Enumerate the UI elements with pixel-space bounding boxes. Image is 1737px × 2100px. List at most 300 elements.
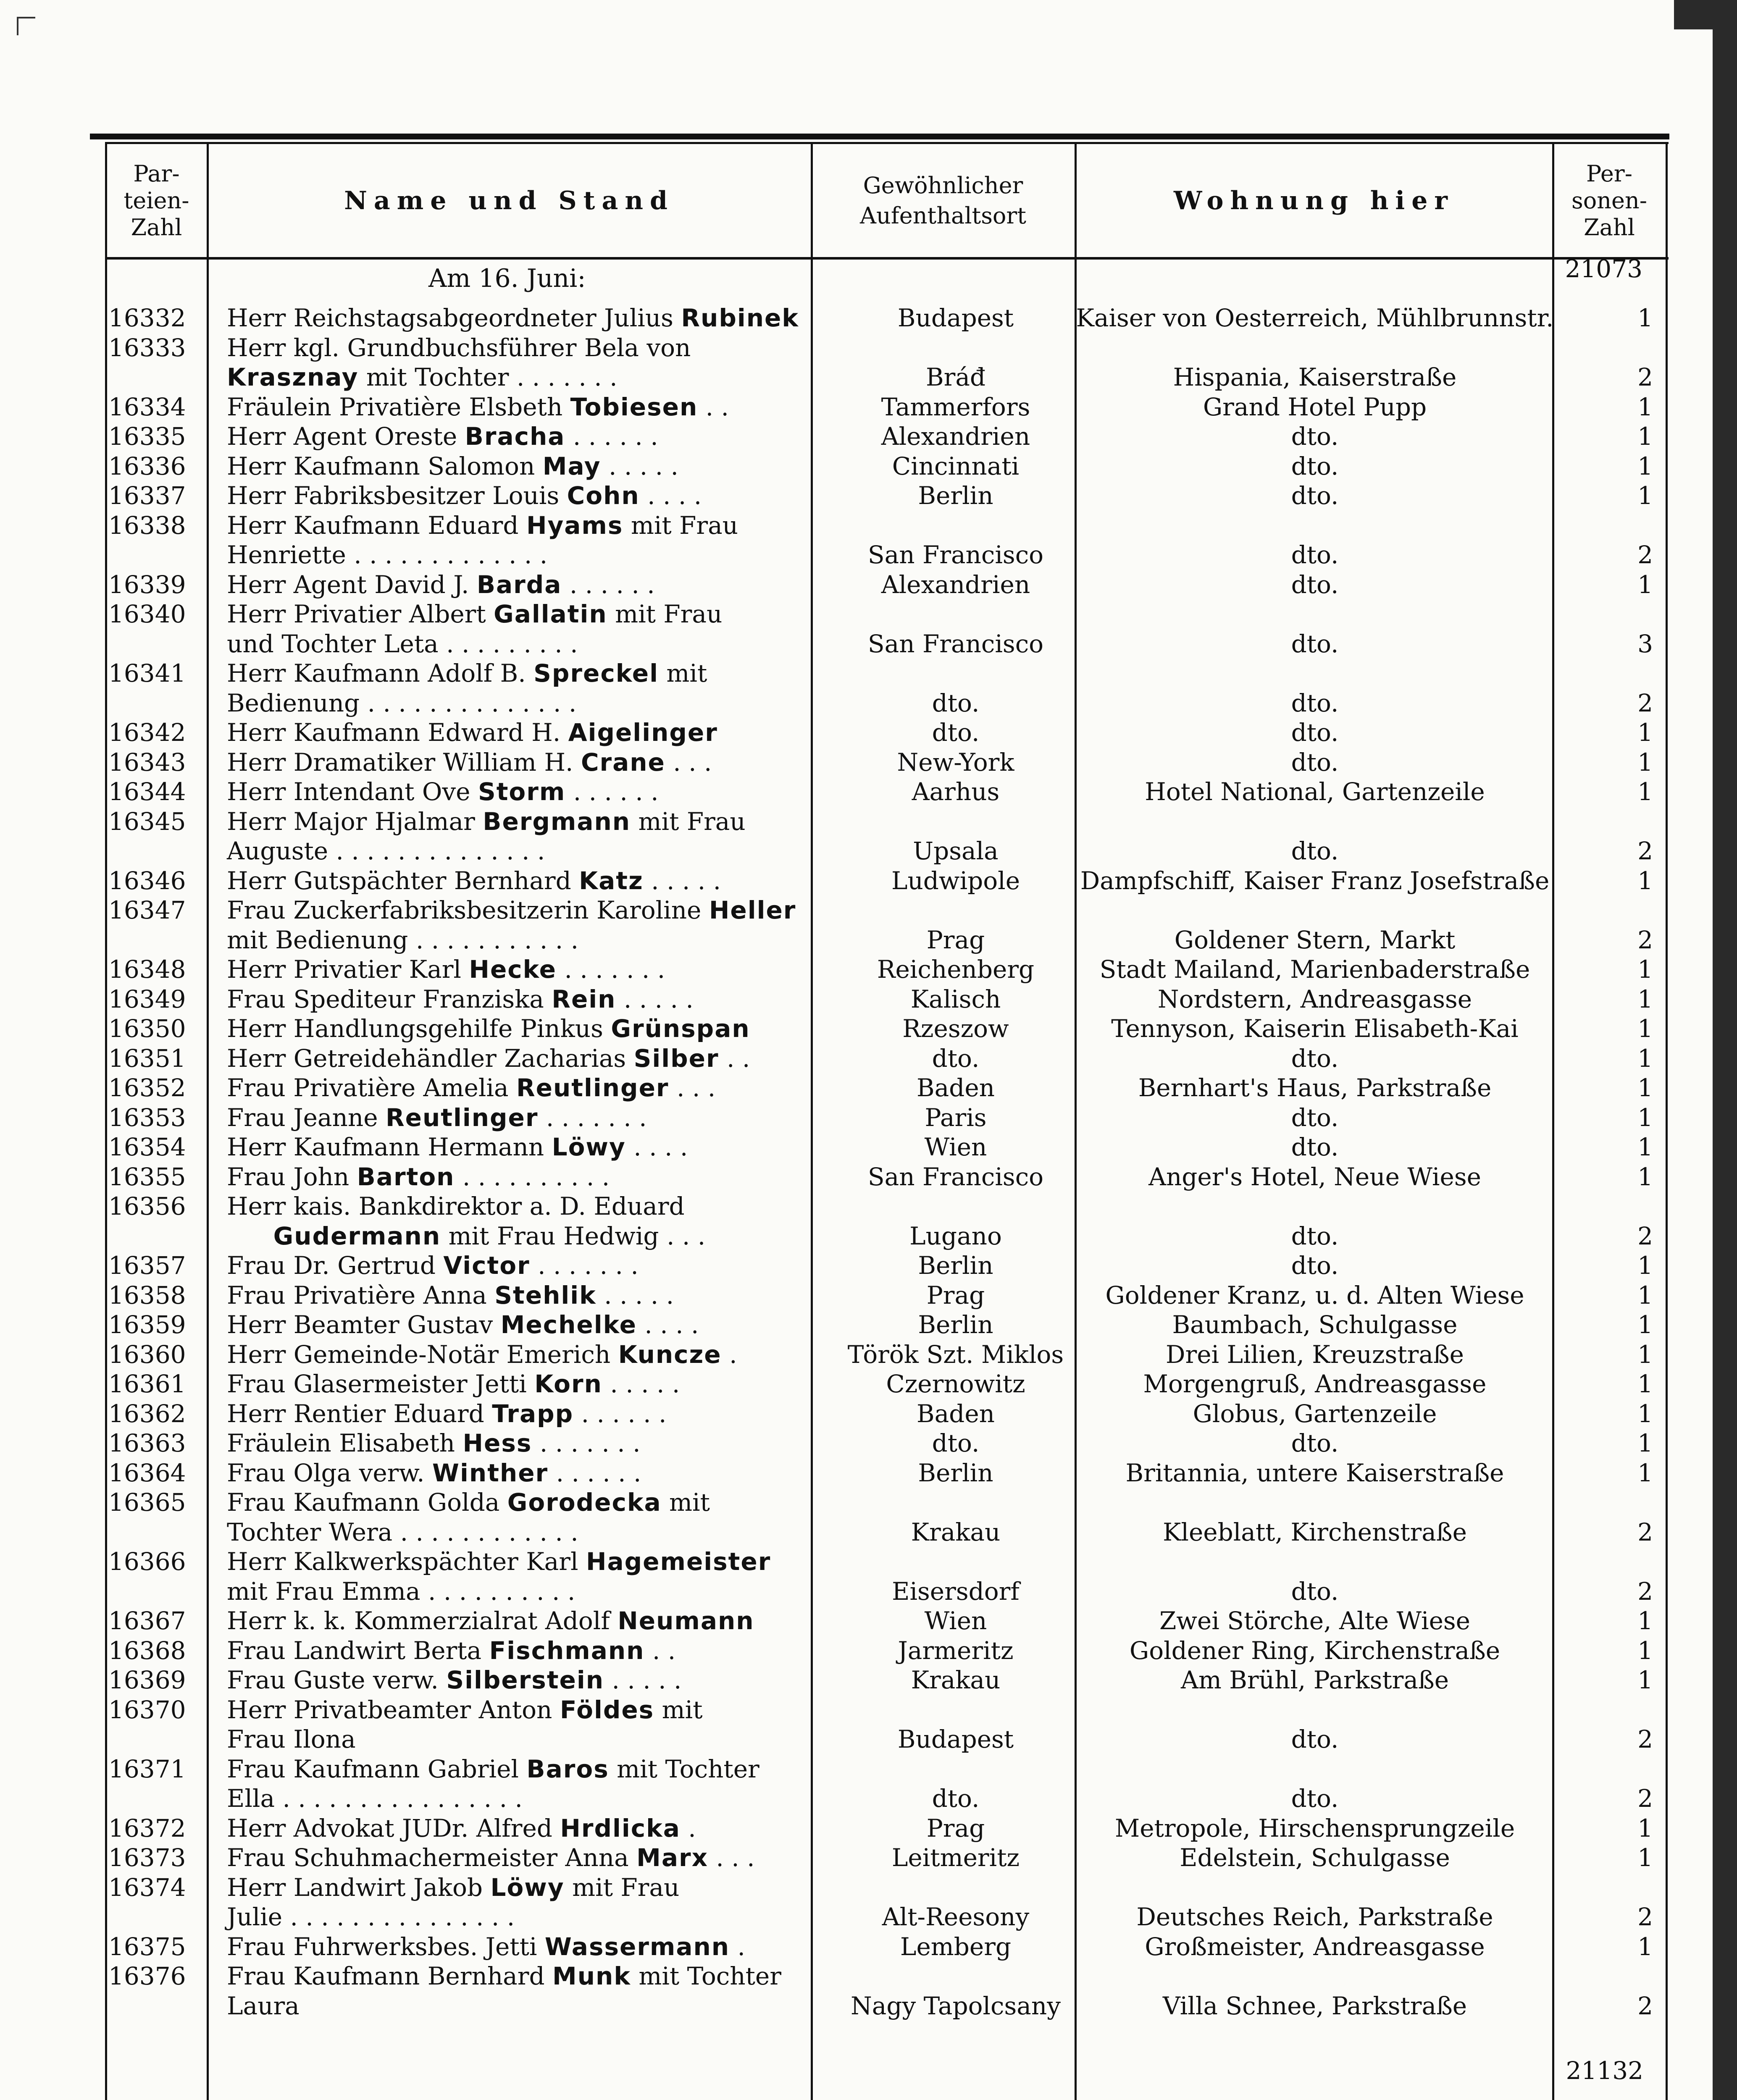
entry-name: [227, 1221, 798, 1251]
name-suffix: . . . . . .: [565, 422, 658, 451]
entry-number: 16343: [108, 748, 186, 777]
entry-wohnung: [1073, 895, 1556, 925]
name-text: Frau Schuhmachermeister Anna: [227, 1843, 637, 1872]
entry-wohnung: dto.: [1291, 1222, 1339, 1250]
name-text: Frau Landwirt Berta: [227, 1636, 489, 1665]
entry-wohnung: Baumbach, Schulgasse: [1172, 1310, 1458, 1339]
name-suffix: mit Frau: [631, 807, 746, 836]
surname: Fischmann: [489, 1636, 645, 1665]
name-suffix: . . . . .: [602, 1370, 680, 1398]
entry-number: 16373: [108, 1843, 186, 1872]
name-suffix: . . . . . .: [548, 1459, 641, 1487]
entry-personen: 2: [1637, 926, 1653, 954]
surname: Mechelke: [500, 1310, 637, 1339]
entry-number: 16332: [108, 304, 186, 332]
entry-name: [227, 511, 798, 540]
entry-personen: 1: [1637, 422, 1653, 451]
entry-name: [227, 925, 798, 955]
surname: Reutlinger: [385, 1103, 539, 1132]
entry-name: [227, 1961, 798, 1991]
entry-number: 16362: [108, 1399, 186, 1428]
entry-personen: 2: [1637, 1903, 1653, 1931]
entry-aufenthaltsort: Czernowitz: [886, 1370, 1025, 1398]
entry-name: [227, 1517, 798, 1547]
surname: Storm: [478, 777, 566, 806]
corner-mark: [17, 17, 35, 35]
entry-aufenthaltsort: Leitmeritz: [891, 1843, 1020, 1872]
name-suffix: . . .: [669, 1074, 716, 1102]
entry-personen: 1: [1637, 1666, 1653, 1694]
entry-name: [227, 777, 798, 806]
entry-name: [227, 1606, 798, 1635]
entry-aufenthaltsort: Alt-Reesony: [882, 1903, 1030, 1931]
entry-name: [227, 1547, 798, 1576]
name-text: Fräulein Privatière Elsbeth: [227, 393, 570, 421]
entry-number: 16374: [108, 1873, 186, 1902]
entry-number: 16376: [108, 1962, 186, 1990]
entry-name: [227, 1991, 798, 2021]
entry-personen: 1: [1637, 481, 1653, 510]
entry-name: [227, 1932, 798, 1961]
name-text: Frau John: [227, 1163, 357, 1191]
entry-name: [227, 1814, 798, 1843]
entry-number: 16359: [108, 1310, 186, 1339]
entry-personen: 2: [1637, 363, 1653, 391]
entry-name: [227, 688, 798, 718]
entry-name: [227, 1281, 798, 1310]
entry-personen: 1: [1637, 1251, 1653, 1280]
entry-personen: 1: [1637, 777, 1653, 806]
entry-number: 16351: [108, 1044, 186, 1073]
entry-aufenthaltsort: Prag: [926, 1814, 985, 1843]
entry-name: [227, 659, 798, 688]
entry-number: 16366: [108, 1547, 186, 1576]
name-text: Herr Kalkwerkspächter Karl: [227, 1547, 586, 1576]
surname: Spreckel: [533, 659, 659, 688]
entry-personen: 1: [1637, 1133, 1653, 1161]
top-rule: [90, 134, 1669, 139]
entry-wohnung: Morgengruß, Andreasgasse: [1143, 1370, 1487, 1398]
entry-name: [227, 1310, 798, 1339]
entry-aufenthaltsort: San Francisco: [867, 630, 1044, 658]
entry-aufenthaltsort: [813, 1873, 1098, 1902]
col-rule: [1666, 142, 1668, 2100]
entry-aufenthaltsort: Budapest: [897, 304, 1014, 332]
entry-name: [227, 1369, 798, 1399]
entry-personen: [1554, 895, 1666, 925]
entry-wohnung: dto.: [1291, 1784, 1339, 1813]
header-aufenthaltsort: Gewöhnlicher Aufenthaltsort: [860, 172, 1026, 229]
entry-personen: 1: [1637, 1074, 1653, 1102]
name-suffix: mit: [658, 659, 707, 688]
name-suffix: mit Tochter . . . . . . .: [358, 363, 618, 391]
entry-aufenthaltsort: Krakau: [911, 1518, 1001, 1546]
entry-aufenthaltsort: [813, 807, 1098, 836]
name-text: Herr Gemeinde-Notär Emerich: [227, 1340, 618, 1369]
entry-personen: [1554, 1961, 1666, 1991]
entry-aufenthaltsort: Bráđ: [925, 363, 986, 391]
entry-wohnung: dto.: [1291, 1044, 1339, 1073]
entry-number: 16355: [108, 1163, 186, 1191]
entry-number: 16357: [108, 1251, 186, 1280]
name-text: Herr Privatbeamter Anton: [227, 1696, 560, 1724]
name-suffix: . .: [719, 1044, 750, 1073]
entry-aufenthaltsort: [813, 1695, 1098, 1725]
entry-name: [227, 1132, 798, 1162]
entry-number: 16345: [108, 807, 186, 836]
entry-aufenthaltsort: Cincinnati: [892, 452, 1020, 480]
entry-wohnung: Goldener Ring, Kirchenstraße: [1129, 1636, 1500, 1665]
surname: Bergmann: [483, 807, 631, 836]
entry-name: [227, 1103, 798, 1132]
name-text: Herr Kaufmann Eduard: [227, 511, 526, 540]
name-suffix: mit Tochter: [631, 1962, 781, 1990]
entry-number: 16352: [108, 1074, 186, 1102]
header-top-line: [106, 142, 1669, 144]
entry-number: [108, 629, 197, 659]
entry-personen: 1: [1637, 570, 1653, 599]
entry-wohnung: [1073, 1754, 1556, 1784]
entry-wohnung: Anger's Hotel, Neue Wiese: [1148, 1163, 1481, 1191]
entry-wohnung: Bernhart's Haus, Parkstraße: [1138, 1074, 1492, 1102]
name-suffix: .: [730, 1932, 745, 1961]
surname: Silber: [633, 1044, 719, 1073]
entry-personen: 2: [1637, 1784, 1653, 1813]
name-text: Herr Fabriksbesitzer Louis: [227, 481, 567, 510]
entry-aufenthaltsort: [813, 1488, 1098, 1517]
surname: Kuncze: [618, 1340, 722, 1369]
entry-personen: [1554, 511, 1666, 540]
entry-number: 16365: [108, 1488, 186, 1517]
entry-name: [227, 1636, 798, 1665]
entry-aufenthaltsort: Eisersdorf: [892, 1577, 1020, 1606]
entry-number: 16350: [108, 1014, 186, 1043]
name-text: Herr Advokat JUDr. Alfred: [227, 1814, 560, 1843]
entry-name: [227, 955, 798, 984]
entry-wohnung: dto.: [1291, 452, 1339, 480]
header-bottom-line: [106, 257, 1669, 260]
entry-number: [108, 1577, 197, 1606]
entry-personen: 2: [1637, 1992, 1653, 2020]
name-suffix: . . . . . . .: [557, 955, 665, 984]
entry-number: 16337: [108, 481, 186, 510]
entry-name: [227, 718, 798, 747]
entry-number: 16333: [108, 333, 186, 362]
entry-aufenthaltsort: Ludwipole: [891, 866, 1020, 895]
entry-wohnung: [1073, 659, 1556, 688]
entry-aufenthaltsort: Török Szt. Miklos: [847, 1340, 1064, 1369]
carry-total: 21073: [1565, 255, 1642, 283]
entry-personen: 1: [1637, 393, 1653, 421]
surname: Tobiesen: [570, 393, 698, 421]
entry-number: 16370: [108, 1696, 186, 1724]
entry-personen: [1554, 1488, 1666, 1517]
name-text: [227, 1222, 273, 1250]
entry-aufenthaltsort: San Francisco: [867, 541, 1044, 569]
entry-wohnung: dto.: [1291, 1429, 1339, 1457]
entry-personen: 2: [1637, 689, 1653, 717]
entry-personen: [1554, 599, 1666, 629]
entry-name: [227, 1428, 798, 1458]
entry-name: [227, 303, 798, 333]
name-suffix: .: [680, 1814, 696, 1843]
entry-number: 16336: [108, 452, 186, 480]
entry-name: [227, 984, 798, 1014]
entry-wohnung: dto.: [1291, 1251, 1339, 1280]
surname: Katz: [579, 866, 644, 895]
surname: Reutlinger: [516, 1074, 669, 1102]
name-text: Frau Dr. Gertrud: [227, 1251, 444, 1280]
entry-personen: [1554, 807, 1666, 836]
name-suffix: . . .: [708, 1843, 755, 1872]
entry-aufenthaltsort: [813, 511, 1098, 540]
entry-wohnung: [1073, 1695, 1556, 1725]
name-text: Herr Getreidehändler Zacharias: [227, 1044, 634, 1073]
surname: Stehlik: [494, 1281, 597, 1310]
entry-wohnung: Deutsches Reich, Parkstraße: [1136, 1903, 1493, 1931]
entry-personen: [1554, 1192, 1666, 1221]
entry-personen: 1: [1637, 304, 1653, 332]
entry-wohnung: [1073, 1547, 1556, 1576]
entry-number: 16360: [108, 1340, 186, 1369]
entry-aufenthaltsort: Nagy Tapolcsany: [851, 1992, 1061, 2020]
entry-wohnung: Stadt Mailand, Marienbaderstraße: [1099, 955, 1530, 984]
entry-wohnung: Kaiser von Oesterreich, Mühlbrunnstr.: [1076, 304, 1554, 332]
surname: Hyams: [526, 511, 623, 540]
entry-aufenthaltsort: San Francisco: [867, 1163, 1044, 1191]
name-suffix: mit Frau: [607, 600, 723, 628]
entry-name: [227, 1162, 798, 1192]
entry-aufenthaltsort: Alexandrien: [881, 570, 1030, 599]
entry-wohnung: Zwei Störche, Alte Wiese: [1159, 1606, 1471, 1635]
surname: Barton: [357, 1163, 455, 1191]
entry-personen: 1: [1637, 1429, 1653, 1457]
entry-aufenthaltsort: [813, 333, 1098, 362]
entry-name: [227, 452, 798, 481]
entry-personen: [1554, 333, 1666, 362]
surname: Aigelinger: [568, 718, 718, 747]
name-text: Julie . . . . . . . . . . . . . . .: [227, 1903, 515, 1931]
surname: Gorodecka: [507, 1488, 662, 1517]
entry-aufenthaltsort: Rzeszow: [902, 1014, 1009, 1043]
name-text: Bedienung . . . . . . . . . . . . . .: [227, 689, 577, 717]
entry-personen: 1: [1637, 955, 1653, 984]
name-suffix: . . . . .: [643, 866, 721, 895]
entry-name: [227, 1754, 798, 1784]
name-suffix: mit Tochter: [609, 1755, 759, 1783]
entry-wohnung: dto.: [1291, 689, 1339, 717]
entry-personen: 2: [1637, 1518, 1653, 1546]
entry-personen: [1554, 1695, 1666, 1725]
entry-aufenthaltsort: dto.: [932, 1044, 980, 1073]
name-suffix: . . .: [665, 748, 712, 777]
entry-personen: [1554, 1873, 1666, 1902]
name-suffix: . . . . .: [601, 452, 678, 480]
name-suffix: . . . . . .: [573, 1399, 667, 1428]
entry-aufenthaltsort: Lugano: [909, 1222, 1002, 1250]
name-text: Herr Beamter Gustav: [227, 1310, 501, 1339]
entry-personen: 1: [1637, 866, 1653, 895]
entry-aufenthaltsort: Wien: [924, 1133, 987, 1161]
entry-name: [227, 807, 798, 836]
entry-number: 16340: [108, 600, 186, 628]
entry-number: 16342: [108, 718, 186, 747]
entry-name: [227, 1251, 798, 1280]
surname: Krasznay: [227, 363, 359, 391]
entry-name: [227, 895, 798, 925]
name-suffix: . .: [644, 1636, 676, 1665]
entry-number: 16338: [108, 511, 186, 540]
entry-wohnung: Nordstern, Andreasgasse: [1157, 985, 1472, 1013]
entry-wohnung: dto.: [1291, 718, 1339, 747]
name-suffix: . . . . . .: [562, 570, 655, 599]
entry-aufenthaltsort: [813, 599, 1098, 629]
surname: Hess: [462, 1429, 532, 1457]
surname: Rein: [552, 985, 616, 1013]
entry-number: 16341: [108, 659, 186, 688]
entry-wohnung: Großmeister, Andreasgasse: [1145, 1932, 1485, 1961]
header-parteien-zahl: Par- teien- Zahl: [124, 160, 189, 241]
entry-aufenthaltsort: dto.: [932, 689, 980, 717]
surname: Baros: [526, 1755, 609, 1783]
entry-aufenthaltsort: [813, 1754, 1098, 1784]
entry-aufenthaltsort: Baden: [916, 1399, 995, 1428]
entry-number: 16353: [108, 1103, 186, 1132]
entry-name: [227, 1073, 798, 1102]
name-suffix: . . . . . . . . . .: [455, 1163, 610, 1191]
name-text: Ella . . . . . . . . . . . . . . . .: [227, 1784, 523, 1813]
name-text: mit Frau Emma . . . . . . . . . .: [227, 1577, 575, 1606]
entry-number: 16334: [108, 393, 186, 421]
entry-name: [227, 570, 798, 599]
entry-wohnung: dto.: [1291, 570, 1339, 599]
entry-name: [227, 629, 798, 659]
name-text: Frau Olga verw.: [227, 1459, 433, 1487]
surname: Grünspan: [611, 1014, 750, 1043]
entry-number: 16335: [108, 422, 186, 451]
name-text: Herr Privatier Albert: [227, 600, 494, 628]
entry-personen: 1: [1637, 1103, 1653, 1132]
name-text: Herr Kaufmann Salomon: [227, 452, 543, 480]
entry-aufenthaltsort: Kalisch: [910, 985, 1001, 1013]
entry-aufenthaltsort: Aarhus: [912, 777, 1000, 806]
name-text: Frau Spediteur Franziska: [227, 985, 552, 1013]
name-text: Herr Privatier Karl: [227, 955, 469, 984]
entry-number: 16364: [108, 1459, 186, 1487]
entry-personen: 1: [1637, 1814, 1653, 1843]
surname: Löwy: [490, 1873, 565, 1902]
entry-name: [227, 836, 798, 866]
entry-name: [227, 1014, 798, 1043]
surname: Trapp: [492, 1399, 574, 1428]
entry-name: [227, 1458, 798, 1488]
col-rule: [207, 142, 209, 2100]
entry-personen: 2: [1637, 1577, 1653, 1606]
entry-wohnung: dto.: [1291, 837, 1339, 865]
name-suffix: .: [721, 1340, 737, 1369]
name-text: Laura: [227, 1992, 300, 2020]
entry-number: 16375: [108, 1932, 186, 1961]
entry-wohnung: Globus, Gartenzeile: [1193, 1399, 1437, 1428]
name-text: Tochter Wera . . . . . . . . . . . .: [227, 1518, 578, 1546]
name-suffix: . . . . . . .: [532, 1429, 641, 1457]
entry-name: [227, 748, 798, 777]
name-text: Herr Dramatiker William H.: [227, 748, 581, 777]
entry-wohnung: Tennyson, Kaiserin Elisabeth-Kai: [1111, 1014, 1519, 1043]
entry-number: 16344: [108, 777, 186, 806]
entry-name: [227, 1340, 798, 1369]
entry-wohnung: [1073, 1961, 1556, 1991]
entry-aufenthaltsort: Prag: [926, 1281, 985, 1310]
entry-wohnung: Grand Hotel Pupp: [1203, 393, 1427, 421]
entry-wohnung: [1073, 333, 1556, 362]
entry-number: 16369: [108, 1666, 186, 1694]
entry-number: [108, 1517, 197, 1547]
col-rule: [105, 142, 107, 2100]
entry-name: [227, 1488, 798, 1517]
name-suffix: . . . . . . .: [538, 1103, 647, 1132]
name-suffix: mit: [661, 1488, 710, 1517]
entry-wohnung: dto.: [1291, 1103, 1339, 1132]
entry-personen: 1: [1637, 1370, 1653, 1398]
surname: May: [542, 452, 601, 480]
entry-aufenthaltsort: Wien: [924, 1606, 987, 1635]
entry-personen: 1: [1637, 452, 1653, 480]
entry-wohnung: dto.: [1291, 481, 1339, 510]
name-suffix: . . . . . . .: [530, 1251, 639, 1280]
name-text: Herr Kaufmann Edward H.: [227, 718, 568, 747]
surname: Gudermann: [273, 1222, 441, 1250]
name-text: Herr Kaufmann Adolf B.: [227, 659, 534, 688]
name-text: Frau Zuckerfabriksbesitzerin Karoline: [227, 896, 709, 924]
entry-name: [227, 362, 798, 392]
entry-personen: 2: [1637, 1222, 1653, 1250]
entry-aufenthaltsort: Berlin: [918, 1459, 993, 1487]
entry-name: [227, 1784, 798, 1813]
surname: Korn: [534, 1370, 602, 1398]
entry-name: [227, 333, 798, 362]
entry-wohnung: [1073, 1488, 1556, 1517]
entry-personen: 1: [1637, 1932, 1653, 1961]
entry-aufenthaltsort: Paris: [925, 1103, 987, 1132]
entry-personen: 3: [1637, 630, 1653, 658]
entry-personen: 1: [1637, 1014, 1653, 1043]
name-text: Herr Kaufmann Hermann: [227, 1133, 552, 1161]
entry-name: [227, 1577, 798, 1606]
scan-border-right: [1713, 0, 1737, 2100]
entry-name: [227, 481, 798, 510]
entry-aufenthaltsort: Krakau: [911, 1666, 1001, 1694]
entry-name: [227, 392, 798, 422]
entry-number: 16339: [108, 570, 186, 599]
entry-aufenthaltsort: New-York: [897, 748, 1014, 777]
entry-personen: 1: [1637, 1310, 1653, 1339]
name-suffix: . . . .: [639, 481, 702, 510]
entry-personen: 1: [1637, 1606, 1653, 1635]
name-text: Herr Rentier Eduard: [227, 1399, 492, 1428]
entry-number: 16372: [108, 1814, 186, 1843]
surname: Winther: [432, 1459, 549, 1487]
entry-name: [227, 1665, 798, 1695]
entry-aufenthaltsort: Alexandrien: [881, 422, 1030, 451]
name-text: Herr Gutspächter Bernhard: [227, 866, 579, 895]
name-text: Herr kgl. Grundbuchsführer Bela von: [227, 333, 691, 362]
entry-aufenthaltsort: Upsala: [913, 837, 999, 865]
surname: Rubinek: [681, 304, 799, 332]
entry-name: [227, 1725, 798, 1754]
entry-name: [227, 866, 798, 895]
entry-aufenthaltsort: Prag: [926, 926, 985, 954]
